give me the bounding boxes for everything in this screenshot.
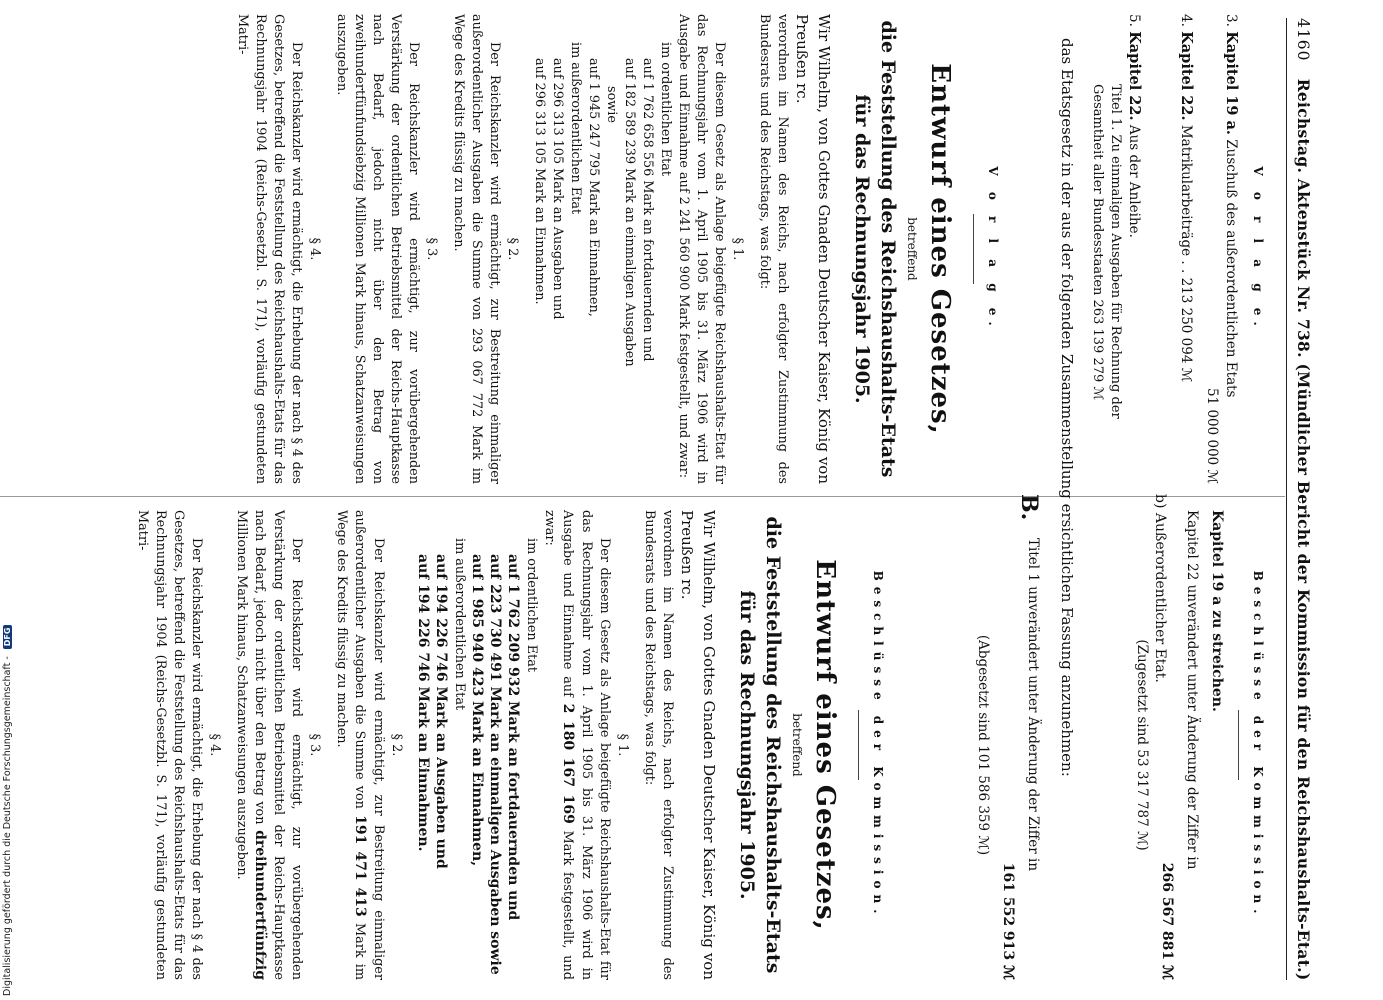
- paragraph-2-text: Der Reichskanzler wird ermächtigt, zur Bestreitung einmaliger außerordentlicher Ausgaben die Summe von 293 067 772 Mark im Wege des Kredits flüssig zu machen.: [451, 14, 502, 484]
- item-5-titel: Titel 1. Zu einmaligen Ausgaben für Rechnung der Gesamtheit aller Bundesstaaten 263 139 279 ℳ: [1090, 84, 1123, 419]
- p1-line: auf 1 945 247 795 Mark an Einnahmen,: [586, 58, 601, 317]
- intro-continued: verordnen im Namen des Reichs, nach erfolgter Zustimmung des Bundesrats und des Reichstags, was folgt:: [642, 510, 675, 980]
- paragraph-1-title: § 1.: [615, 733, 630, 757]
- total-amount: 2 180 167 169: [560, 703, 576, 824]
- item-3-amount: 51 000 000 ℳ: [1204, 387, 1220, 484]
- p1-line: auf 1 762 658 556 Mark an fortdauernden und: [640, 58, 655, 362]
- decision-kapitel-22-amount: 266 567 881 ℳ: [1159, 862, 1175, 980]
- decision-kapitel-22: Kapitel 22 unverändert unter Änderung der Ziffer in: [1184, 510, 1200, 870]
- p1-line: auf 1 985 940 423 Mark an Einnahmen,: [469, 554, 485, 867]
- intro-wilhelm: Wir Wilhelm, von Gottes Gnaden Deutscher Kaiser, König von Preußen rc.: [678, 510, 718, 980]
- entwurf-title: Entwurf eines Gesetzes,: [925, 63, 955, 435]
- paragraph-1-title: § 1.: [730, 237, 745, 261]
- rule: [1238, 710, 1239, 780]
- rule: [973, 214, 974, 284]
- intro-continued: verordnen im Namen des Reichs, nach erfolgter Zustimmung des Bundesrats und des Reichstags, was folgt:: [757, 14, 790, 484]
- paragraph-3-text: Der Reichskanzler wird ermächtigt, zur vorübergehenden Verstärkung der ordentlichen Betriebsmittel der Reichs-Hauptkasse nach Bedarf, jedoch nicht über den Betrag von dreihundertfünfzig Millionen Mark hinaus, Schatzanweisungen auszugeben.: [234, 510, 304, 980]
- decision-19a: Kapitel 19 a zu streichen.: [1209, 510, 1225, 712]
- paragraph-1-text: Der diesem Gesetz als Anlage beigefügte Reichshaushalts-Etat für das Rechnungsjahr vom 1. April 1905 bis 31. März 1906 wird in Ausgabe und Einnahme auf 2 241 560 900 Mark festgestellt, und zwar:: [676, 14, 727, 484]
- p1-line: im außerordentlichen Etat: [452, 538, 467, 711]
- item-4: 4. Kapitel 22. Matrikularbeiträge . . 213 250 094 ℳ: [1178, 14, 1195, 383]
- header-rule: [1286, 18, 1287, 980]
- credit-amount: 191 471 413: [352, 815, 368, 917]
- digitization-credit: [2, 6, 18, 996]
- paragraph-3-title: § 3.: [307, 733, 322, 757]
- page-title: Reichstag. Aktenstück Nr. 738. (Mündlicher Bericht der Kommission für den Reichshaushalts-Etat.): [1294, 78, 1313, 981]
- beschluesse-heading-2: Beschlüsse der Kommission.: [871, 570, 885, 920]
- vorlage-heading-2: V o r l a g e.: [986, 166, 1000, 332]
- entwurf-subject: die Feststellung des Reichshaushalts-Etats für das Rechnungsjahr 1905.: [736, 516, 784, 974]
- etatsgesetz-line: das Etatsgesetz in der aus der folgenden Zusammenstellung ersichtlichen Fassung anzunehmen:: [1058, 38, 1076, 777]
- intro-wilhelm: Wir Wilhelm, von Gottes Gnaden Deutscher Kaiser, König von Preußen rc.: [793, 14, 833, 484]
- p1-line: im ordentlichen Etat: [524, 538, 539, 672]
- item-3: 3. Kapitel 19 a. Zuschuß des außerordentlichen Etats 51 000 000 ℳ: [1204, 14, 1240, 484]
- betreffend: betreffend: [905, 217, 919, 281]
- p1-line: auf 296 313 105 Mark an Einnahmen.: [532, 58, 547, 305]
- paragraph-1-text: Der diesem Gesetz als Anlage beigefügte Reichshaushalts-Etat für das Rechnungsjahr vom 1. April 1905 bis 31. März 1906 wird in Ausgabe und Einnahme auf 2 180 167 169 Mark festgestellt, und zwar:: [542, 510, 612, 980]
- betreffend: betreffend: [790, 713, 804, 777]
- paragraph-2-title: § 2.: [389, 733, 404, 757]
- p1-line: auf 296 313 105 Mark an Ausgaben und: [550, 58, 565, 320]
- decision-titel-1: Titel 1 unverändert unter Änderung der Ziffer in: [1025, 538, 1041, 872]
- paragraph-3-text: Der Reichskanzler wird ermächtigt, zur vorübergehenden Verstärkung der ordentlichen Betriebsmittel der Reichs-Hauptkasse nach Bedarf, jedoch nicht über den Betrag von zweihundertfünfundsiebzig Millionen Mark hinaus, Schatzanweisungen auszugeben.: [334, 14, 421, 484]
- paragraph-4-text: Der Reichskanzler wird ermächtigt, die Erhebung der nach § 4 des Gesetzes, betreffend die Feststellung des Reichshaushalts-Etats für das Rechnungsjahr 1904 (Reichs-Gesetzbl. S. 171), vorläufig gestundeten Matri-: [235, 14, 304, 484]
- entwurf-subject: die Feststellung des Reichshaushalts-Etats für das Rechnungsjahr 1905.: [851, 20, 899, 478]
- p1-line: auf 194 226 746 Mark an Einnahmen.: [415, 554, 431, 852]
- paragraph-4-text: Der Reichskanzler wird ermächtigt, die Erhebung der nach § 4 des Gesetzes, betreffend die Feststellung des Reichshaushalts-Etats für das Rechnungsjahr 1904 (Reichs-Gesetzbl. S. 171), vorläufig gestundeten Matri-: [135, 510, 204, 980]
- vorlage-heading: V o r l a g e.: [1251, 166, 1265, 332]
- credit-text: Digitalisierung gefördert durch die Deutsche Forschungsgemeinschaft -: [2, 656, 13, 996]
- section-b: B.: [1016, 494, 1042, 521]
- p1-line: im außerordentlichen Etat: [568, 42, 583, 215]
- p1-line: auf 223 730 491 Mark an einmaligen Ausgaben sowie: [487, 554, 503, 975]
- etat-b-heading: b) Außerordentlicher Etat.: [1152, 494, 1168, 683]
- paragraph-2-title: § 2.: [505, 237, 520, 261]
- rule: [858, 710, 859, 780]
- paragraph-4-title: § 4.: [207, 733, 222, 757]
- paragraph-2-text: Der Reichskanzler wird ermächtigt, zur Bestreitung einmaliger außerordentlicher Ausgaben die Summe von 191 471 413 Mark im Wege des Kredits flüssig zu machen.: [334, 510, 386, 981]
- paragraph-4-title: § 4.: [307, 237, 322, 261]
- decision-titel-1-amount: 161 552 913 ℳ: [1000, 862, 1016, 980]
- paragraph-3-title: § 3.: [424, 237, 439, 261]
- beschluesse-column: [133, 510, 1281, 980]
- decision-kapitel-22-note: (Zugesetzt sind 53 317 787 ℳ): [1134, 639, 1150, 851]
- entwurf-title: Entwurf eines Gesetzes,: [810, 559, 840, 931]
- amount-words: dreihundertfünfzig: [252, 830, 268, 980]
- dfg-logo: DFG: [3, 625, 12, 650]
- p1-line: im ordentlichen Etat: [658, 42, 673, 176]
- p1-line: auf 182 589 239 Mark an einmaligen Ausgaben: [622, 58, 637, 367]
- p1-line: auf 194 226 746 Mark an Ausgaben und: [433, 554, 449, 869]
- running-head: [1294, 18, 1313, 980]
- decision-titel-1-note: (Abgesetzt sind 101 586 359 ℳ): [975, 634, 991, 856]
- p1-line: auf 1 762 209 932 Mark an fortdauernden und: [505, 554, 521, 921]
- page-number: 4160: [1294, 18, 1312, 62]
- beschluesse-heading: Beschlüsse der Kommission.: [1251, 570, 1265, 920]
- item-5: 5. Kapitel 22. Aus der Anleihe. Titel 1. Zu einmaligen Ausgaben für Rechnung der Gesamtheit aller Bundesstaaten 263 139 279 ℳ: [1088, 14, 1144, 484]
- column-divider: [0, 496, 1285, 497]
- p1-line: sowie: [604, 86, 619, 123]
